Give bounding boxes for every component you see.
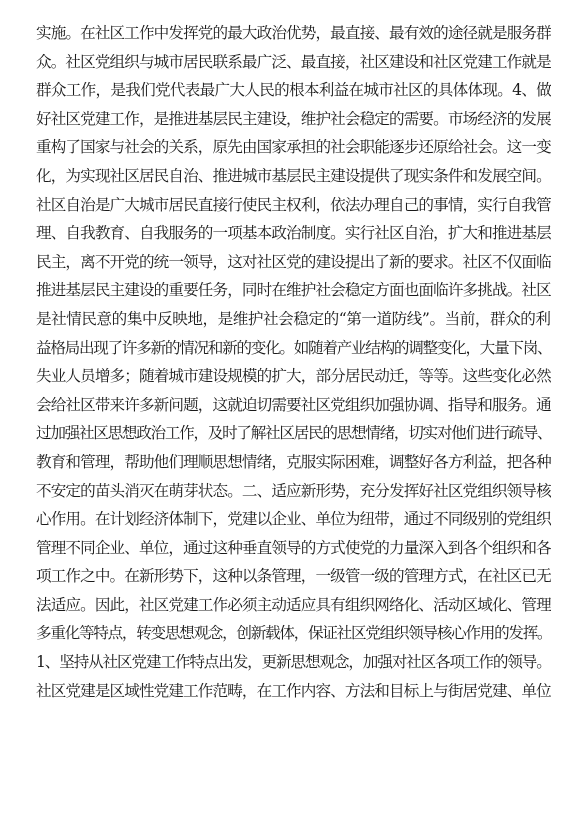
text-line: 多重化等特点，转变思想观念，创新载体，保证社区党组织领导核心作用的发挥。	[36, 624, 551, 643]
text-line: 理、自我教育、自我服务的一项基本政治制度。实行社区自治，扩大和推进基层	[36, 224, 551, 243]
text-line: 民主，离不开党的统一领导，这对社区党的建设提出了新的要求。社区不仅面临	[36, 252, 551, 271]
text-line: 不安定的苗头消灭在萌芽状态。二、适应新形势，充分发挥好社区党组织领导核	[36, 481, 551, 500]
text-line: 化，为实现社区居民自治、推进城市基层民主建设提供了现实条件和发展空间。	[36, 166, 551, 185]
text-line: 教育和管理，帮助他们理顺思想情绪，克服实际困难，调整好各方利益，把各种	[36, 452, 551, 471]
text-line: 过加强社区思想政治工作，及时了解社区居民的思想情绪，切实对他们进行疏导、	[36, 424, 551, 443]
text-line: 法适应。因此，社区党建工作必须主动适应具有组织网络化、活动区域化、管理	[36, 595, 551, 614]
text-line: 项工作之中。在新形势下，这种以条管理，一级管一级的管理方式，在社区已无	[36, 567, 551, 586]
text-line: 管理不同企业、单位，通过这种垂直领导的方式使党的力量深入到各个组织和各	[36, 538, 551, 557]
text-line: 群众工作，是我们党代表最广大人民的根本利益在城市社区的具体体现。4、做	[36, 81, 551, 100]
text-line: 推进基层民主建设的重要任务，同时在维护社会稳定方面也面临许多挑战。社区	[36, 281, 551, 300]
text-line: 实施。在社区工作中发挥党的最大政治优势，最直接、最有效的途径就是服务群	[36, 24, 551, 42]
text-line: 社区自治是广大城市居民直接行使民主权利，依法办理自己的事情，实行自我管	[36, 195, 551, 214]
body-text	[36, 19, 551, 705]
text-line: 好社区党建工作，是推进基层民主建设，维护社会稳定的需要。市场经济的发展	[36, 109, 551, 128]
text-line: 1、坚持从社区党建工作特点出发，更新思想观念，加强对社区各项工作的领导。	[36, 653, 551, 672]
text-line: 心作用。在计划经济体制下，党建以企业、单位为纽带，通过不同级别的党组织	[36, 510, 551, 529]
text-line: 失业人员增多；随着城市建设规模的扩大，部分居民动迁，等等。这些变化必然	[36, 367, 551, 386]
text-line: 社区党建是区域性党建工作范畴，在工作内容、方法和目标上与街居党建、单位	[36, 681, 551, 700]
text-line: 众。社区党组织与城市居民联系最广泛、最直接，社区建设和社区党建工作就是	[36, 52, 551, 71]
text-line: 益格局出现了许多新的情况和新的变化。如随着产业结构的调整变化，大量下岗、	[36, 338, 551, 357]
text-line: 是社情民意的集中反映地，是维护社会稳定的“第一道防线”。当前，群众的利	[36, 309, 551, 328]
text-line: 重构了国家与社会的关系，原先由国家承担的社会职能逐步还原给社会。这一变	[36, 138, 551, 157]
text-line: 会给社区带来许多新问题，这就迫切需要社区党组织加强协调、指导和服务。通	[36, 395, 551, 414]
